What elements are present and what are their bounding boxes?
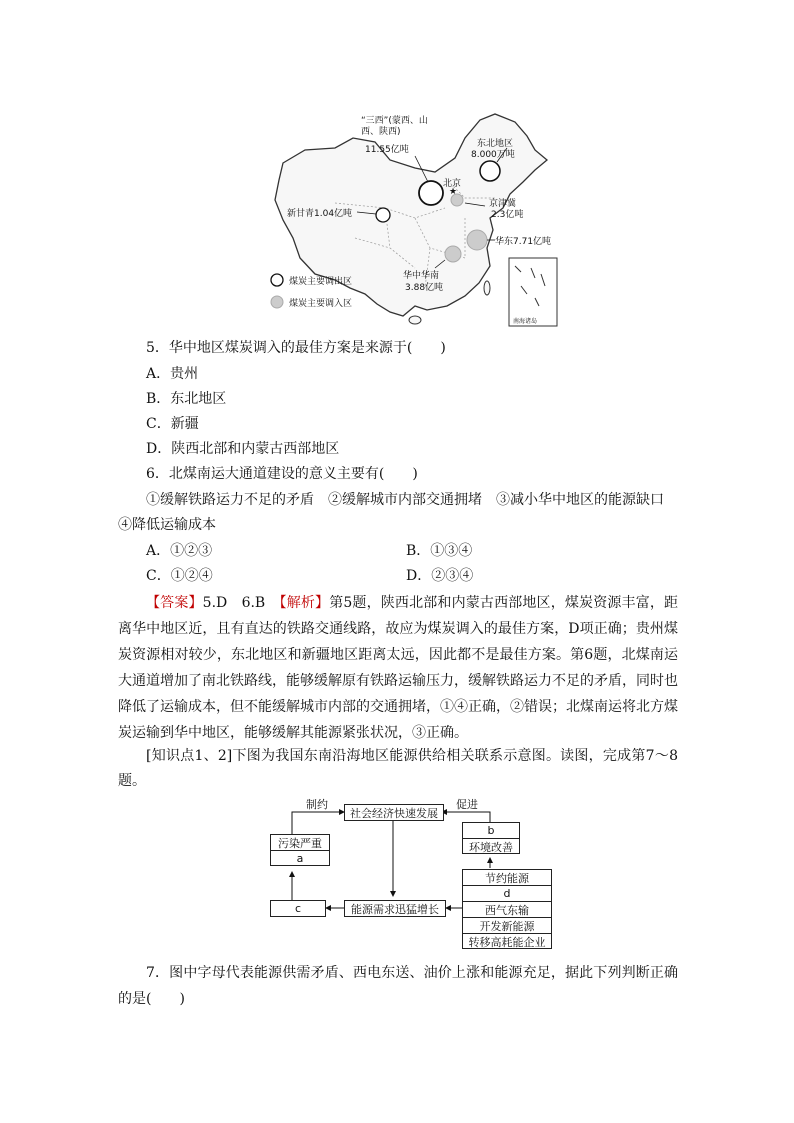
- legend-out-label: 煤炭主要调出区: [289, 277, 353, 287]
- xingangqing-circle: [376, 208, 390, 222]
- xingangqing-label: 新甘青1.04亿吨: [287, 209, 353, 219]
- legend-out-symbol: [271, 274, 283, 286]
- q5-option-a: A．贵州: [146, 366, 199, 382]
- top-box: 社会经济快速发展: [344, 804, 444, 821]
- energy-flow-diagram: [268, 792, 546, 952]
- huazhong-value: 3.88亿吨: [405, 283, 444, 293]
- letter-b: b: [463, 823, 519, 839]
- letter-a: a: [296, 852, 304, 865]
- analysis-tag: 【解析】: [279, 595, 330, 611]
- q5-option-c: C．新疆: [146, 416, 199, 432]
- measures-box: [462, 869, 552, 949]
- jingjinji-value: 2.3亿吨: [491, 210, 524, 220]
- center-box: 能源需求迅猛增长: [344, 900, 446, 917]
- svg-text:★: ★: [449, 187, 458, 197]
- zhiyue-label: 制约: [306, 798, 328, 811]
- q6-items-1: ①缓解铁路运力不足的矛盾 ②缓解城市内部交通拥堵 ③减小华中地区的能源缺口: [146, 492, 664, 508]
- dongbei-value: 8.000万吨: [471, 150, 515, 160]
- answer-values: 5.D 6.B: [202, 595, 280, 611]
- dongbei-circle: [480, 161, 500, 181]
- legend-in-symbol: [271, 296, 283, 308]
- q6-option-c: C．①②④: [146, 568, 213, 584]
- zhuanyi-label: 转移高耗能企业: [468, 935, 546, 949]
- legend-in-label: 煤炭主要调入区: [289, 299, 353, 309]
- q5-stem: 5．华中地区煤炭调入的最佳方案是来源于( ): [146, 340, 446, 356]
- inset-label: 南海诸岛: [513, 318, 538, 325]
- kaifa-label: 开发新能源: [463, 918, 551, 934]
- letter-d: d: [463, 886, 551, 902]
- sanxi-label: “三西”(蒙西、山西、陕西): [361, 116, 428, 137]
- pollution-box: [270, 834, 330, 866]
- q6-option-d: D．②③④: [406, 568, 474, 584]
- q5-option-d: D．陕西北部和内蒙古西部地区: [146, 441, 340, 457]
- huazhong-label: 华中华南: [403, 271, 440, 281]
- sanxi-circle: [419, 181, 443, 205]
- jingjinji-label: 京津冀: [489, 199, 517, 209]
- q6-stem: 6．北煤南运大通道建设的意义主要有( ): [146, 466, 418, 482]
- answer-block: [118, 590, 678, 746]
- dongbei-label: 东北地区: [477, 139, 514, 149]
- q6-option-a: A．①②③: [146, 543, 213, 559]
- huadong-circle: [467, 230, 487, 250]
- answer-tag: 【答案】: [146, 595, 203, 611]
- jieyue-label: 节约能源: [463, 870, 551, 886]
- q7-stem: 7．图中字母代表能源供需矛盾、西电东送、油价上涨和能源充足，据此下列判断正确的是( ): [118, 965, 678, 1007]
- analysis-text: 第5题，陕西北部和内蒙古西部地区，煤炭资源丰富，距离华中地区近，且有直达的铁路交通线路，故应为煤炭调入的最佳方案，D项正确；贵州煤炭资源相对较少，东北地区和新疆地区距离太远，因此都不是最佳方案。第6题，北煤南运大通道增加了南北铁路线，能够缓解原有铁路运输压力，缓解铁路运力不足的矛盾，同时也降低了运输成本，但不能缓解城市内部的交通拥堵，①④正确，②错误；北煤南运将北方煤炭运输到华中地区，能够缓解其能源紧张状况，③正确。: [118, 595, 679, 741]
- q6-items-2: ④降低运输成本: [118, 517, 216, 533]
- env-box: [462, 822, 520, 854]
- letter-c-box: c: [270, 900, 326, 917]
- pollution-label: 污染严重: [271, 835, 329, 851]
- q6-option-b: B．①③④: [406, 543, 473, 559]
- huadong-label: 华东7.71亿吨: [495, 237, 552, 247]
- huazhong-circle: [445, 246, 461, 262]
- beijing-label: 北京: [443, 179, 462, 189]
- intro-text: [知识点1、2]下图为我国东南沿海地区能源供给相关联系示意图。读图，完成第7～8题。: [118, 748, 678, 789]
- xiqi-label: 西气东输: [463, 902, 551, 918]
- sanxi-value: 11.55亿吨: [365, 145, 409, 155]
- coal-map: [265, 108, 560, 330]
- env-label: 环境改善: [469, 840, 513, 854]
- q5-option-b: B．东北地区: [146, 391, 227, 407]
- cujin-label: 促进: [456, 798, 478, 811]
